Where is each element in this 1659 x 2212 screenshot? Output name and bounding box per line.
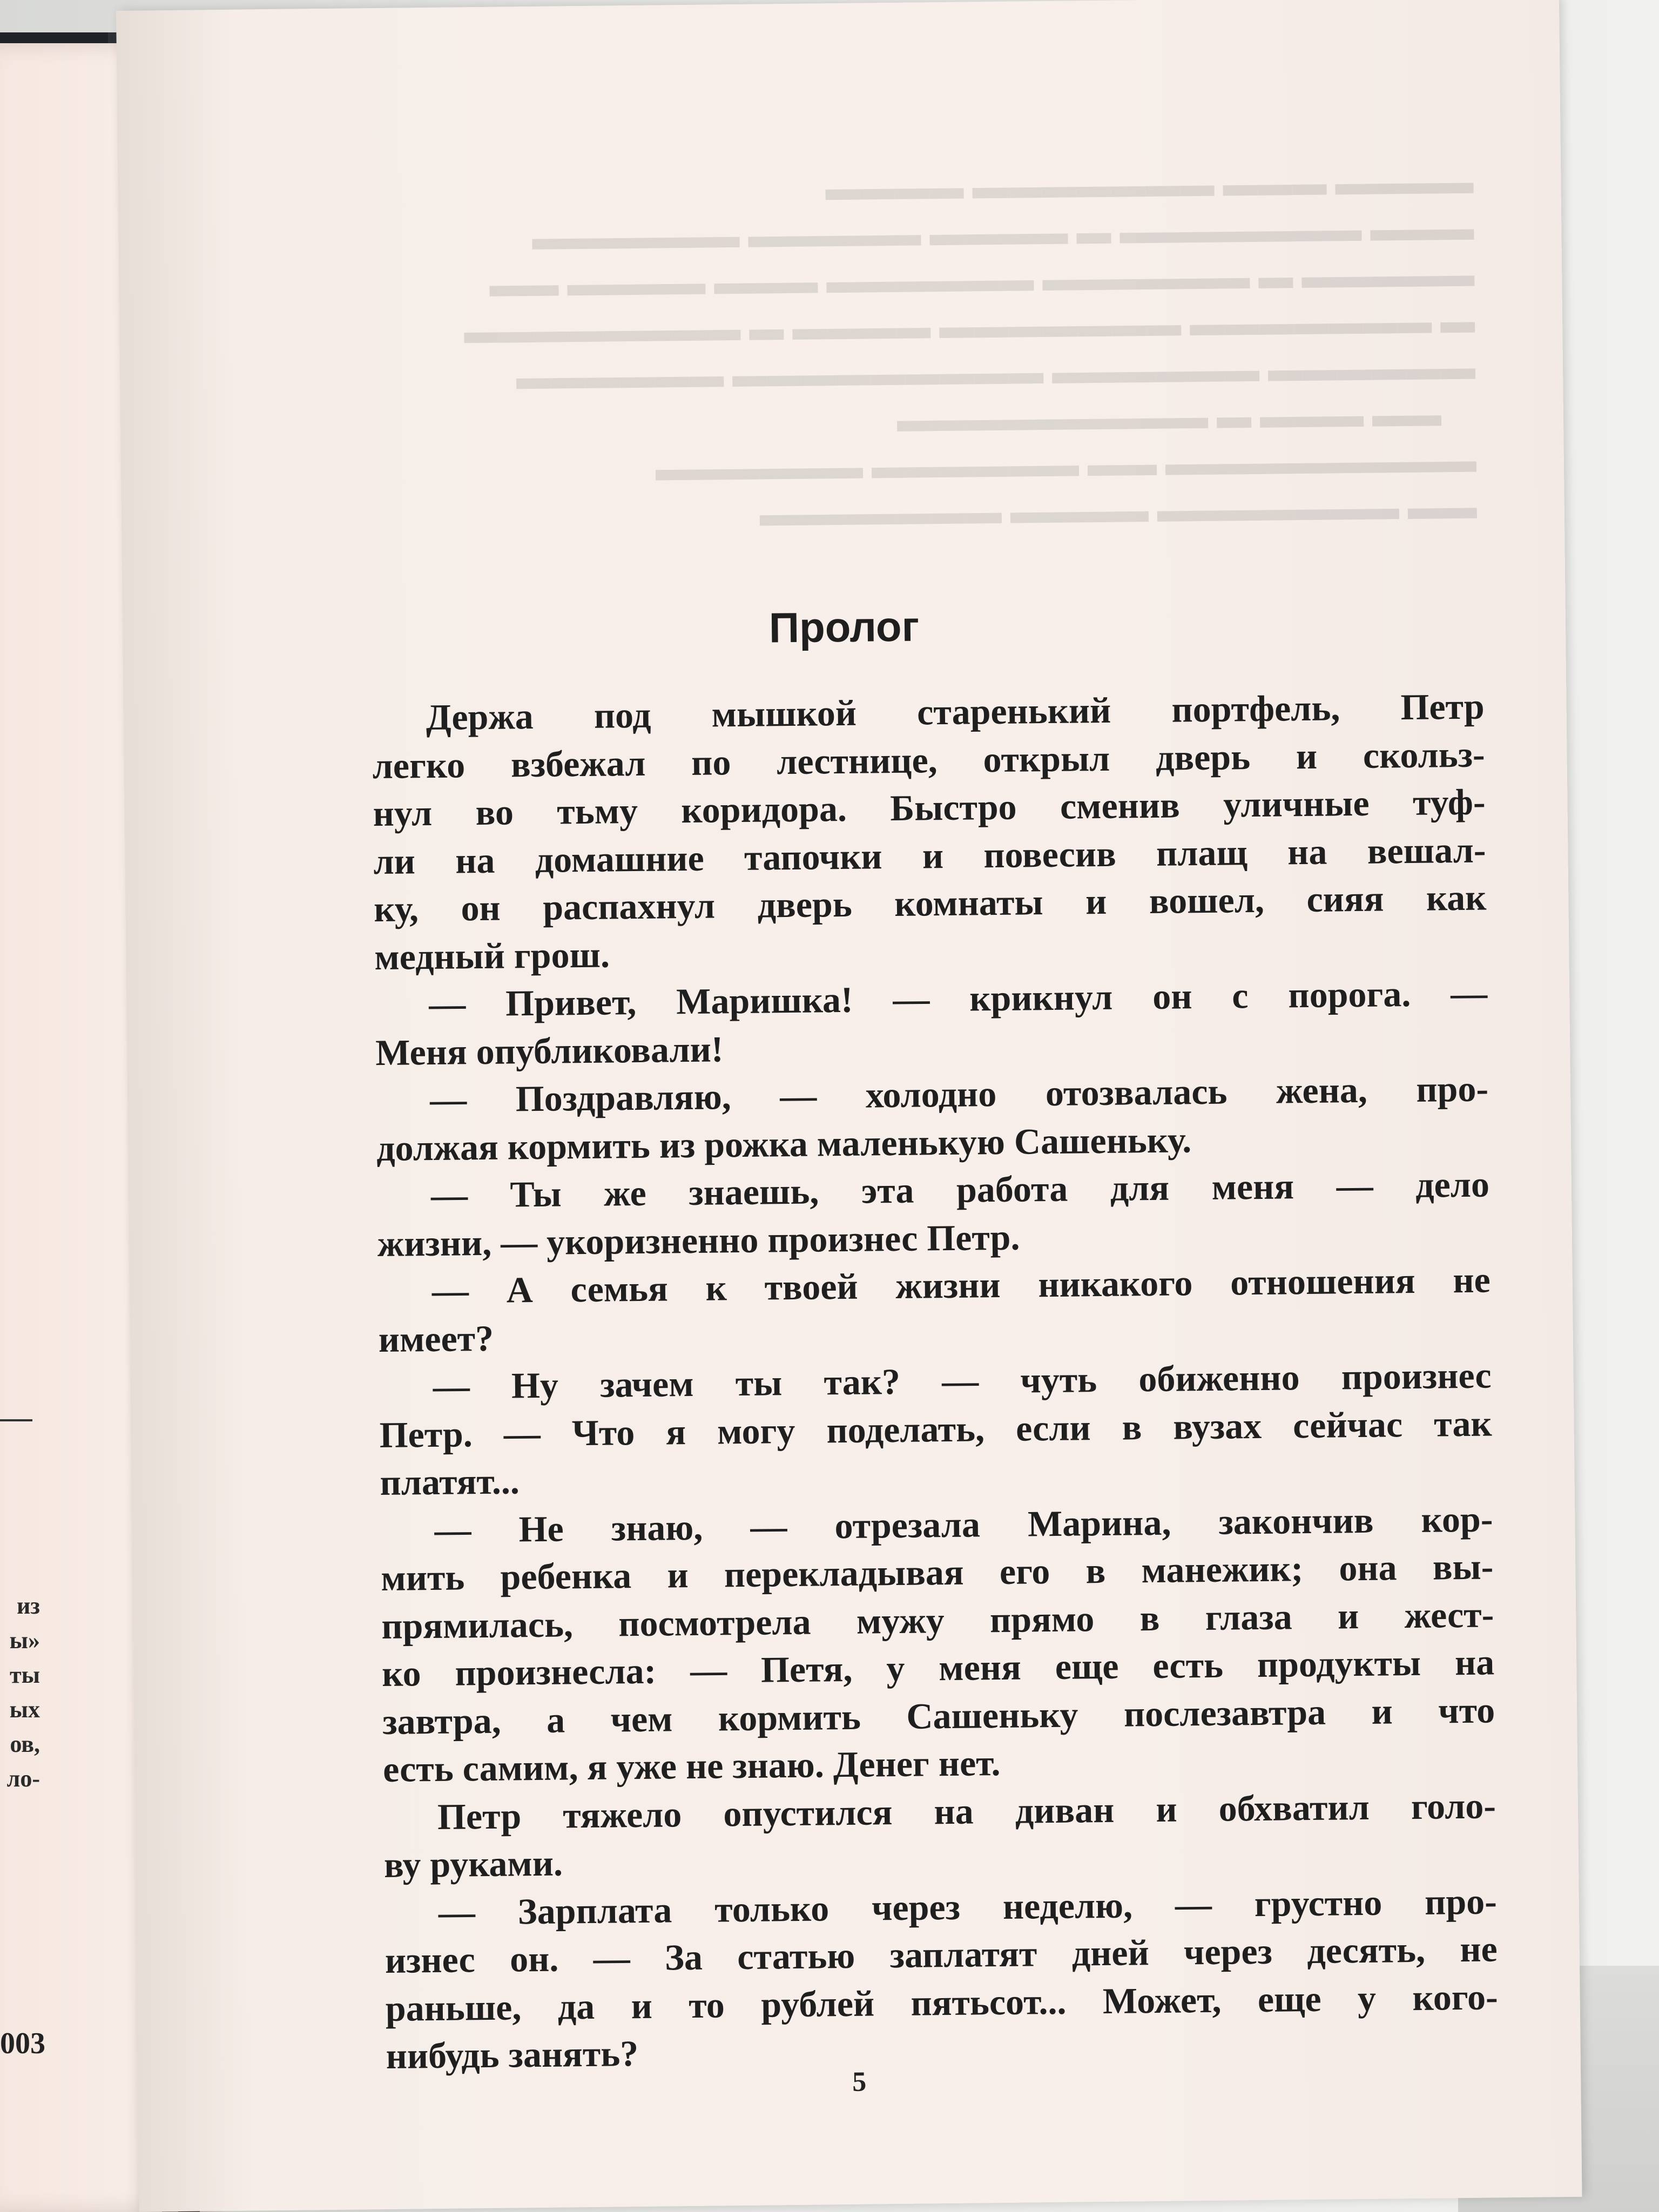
text-line: медный грош. [374,934,610,977]
body-text [372,683,1499,2080]
text-line: — Привет, Маришка! — крикнул он с порога. — [428,972,1488,1025]
text-line: легко взбежал по лестнице, открыл дверь и скольз- [372,733,1485,786]
text-line: Петр. — Что я могу поделать, если в вузах сейчас так [379,1402,1492,1455]
left-page-fragment: ы» [9,1627,40,1654]
text-line: ку, он распахнул дверь комнаты и вошел, сияя как [374,876,1487,930]
text-line: есть самим, я уже не знаю. Денег нет. [382,1742,1001,1790]
left-page-code: 003 [0,2027,45,2060]
left-page-rule [0,1419,32,1421]
text-line: прямилась, посмотрела мужу прямо в глаза и жест- [381,1593,1494,1647]
left-page-fragment: ов, [10,1731,40,1757]
text-line: изнес он. — За статью заплатят дней через десять, не [385,1928,1498,1981]
text-line: раньше, да и то рублей пятьсот... Может, еще у кого- [385,1975,1499,2029]
text-line: ву руками. [383,1842,563,1885]
text-line: завтра, а чем кормить Сашеньку послезавтра и что [382,1689,1495,1742]
bleed-through-text: ▬▬▬▬ ▬▬▬ ▬▬▬▬▬▬▬ ▬▬▬▬ ▬▬▬ ▬▬▬▬▬▬▬ ▬ ▬▬▬▬ ▬▬▬▬▬ ▬▬▬▬▬▬ ▬▬▬▬▬ ▬ ▬▬▬▬▬▬ ▬▬▬▬▬▬ ▬▬▬ ▬▬▬▬ ▬▬ ▬ ▬▬▬▬▬▬▬ ▬▬▬▬▬▬▬ ▬▬▬▬ ▬ ▬▬▬▬▬▬▬▬ ▬▬▬▬▬▬ ▬▬▬▬▬▬ ▬▬▬▬▬▬▬▬▬ ▬▬▬▬▬▬ ▬▬ ▬▬▬ ▬ ▬▬▬▬▬▬▬▬▬ ▬▬▬▬▬▬▬▬▬ ▬▬ ▬▬▬▬▬▬ ▬▬▬▬▬▬ ▬▬ ▬▬▬▬▬▬▬ ▬▬▬▬ ▬▬▬▬▬▬▬ [463,162,1478,534]
text-line: — Зарплата только через неделю, — грустно про- [438,1880,1498,1933]
text-line: — Ну зачем ты так? — чуть обиженно произнес [433,1354,1492,1407]
text-line: Петр тяжело опустился на диван и обхватил голо- [437,1784,1496,1837]
text-line: мить ребенка и перекладывая его в манежик; она вы- [381,1546,1494,1599]
text-line: ко произнесла: — Петя, у меня еще есть продукты на [381,1641,1495,1695]
left-page-fragment: ты [10,1662,40,1688]
text-line: жизни, — укоризненно произнес Петр. [377,1216,1020,1264]
text-line: платят... [380,1460,520,1503]
text-line: Держа под мышкой старенький портфель, Петр [426,685,1485,738]
left-page-fragment: из [16,1593,40,1619]
left-page-fragment: ло- [6,1765,40,1792]
left-page-fragment: ых [9,1696,40,1723]
text-line: — Ты же знаешь, эта работа для меня — дело [430,1163,1490,1216]
right-page [116,0,1582,2212]
text-line: нибудь занять? [386,2033,639,2076]
text-line: должая кормить из рожка маленькую Сашеньку. [376,1118,1192,1169]
text-line: — Не знаю, — отрезала Марина, закончив кор- [434,1498,1493,1550]
text-line: Меня опубликовали! [375,1028,724,1073]
text-line: — Поздравляю, — холодно отозвалась жена, про- [429,1068,1489,1121]
page-number: 5 [852,2066,867,2098]
text-line: ли на домашние тапочки и повесив плащ на вешал- [373,829,1486,882]
text-line: имеет? [378,1317,494,1360]
text-line: нул во тьму коридора. Быстро сменив уличные туф- [373,781,1486,834]
chapter-heading: Пролог [768,602,920,652]
text-line: — А семья к твоей жизни никакого отношения не [431,1259,1491,1312]
